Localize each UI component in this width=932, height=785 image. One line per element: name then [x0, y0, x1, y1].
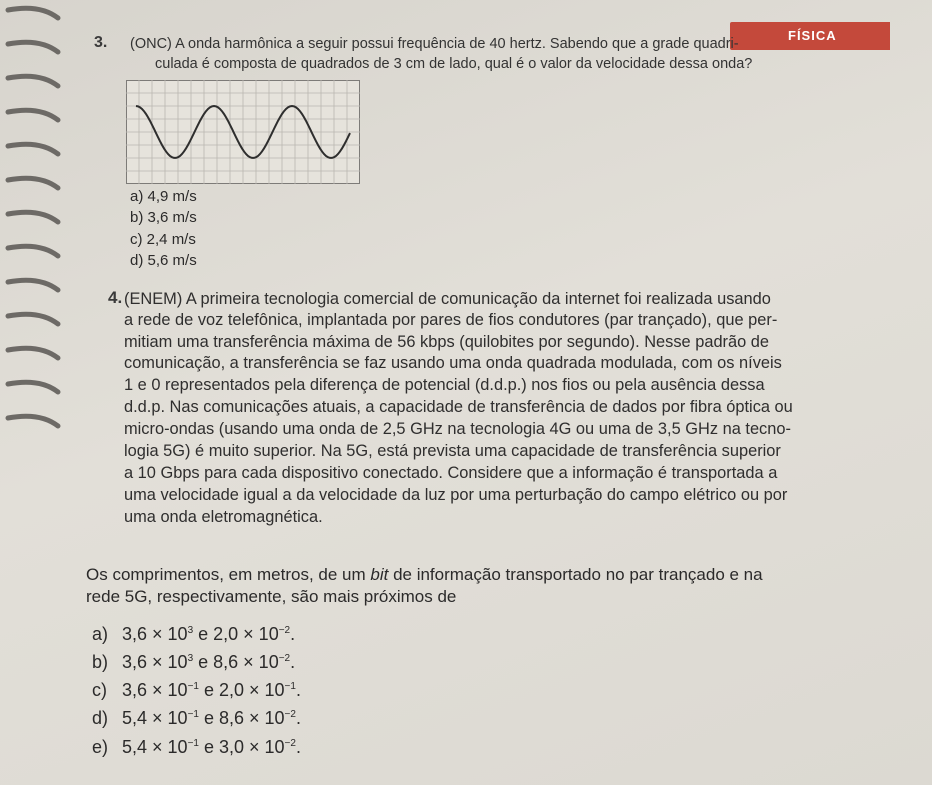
question-4-text-line-2: a rede de voz telefônica, implantada por pares de fios condutores (par trançado), que per- — [124, 311, 778, 329]
question-4-stem-line-1: Os comprimentos, em metros, de um bit de informação transportado no par trançado e na — [86, 565, 763, 584]
question-4-text-line-1: (ENEM) A primeira tecnologia comercial de comunicação da internet foi realizada usando — [124, 290, 771, 308]
question-4-option-e[interactable]: e) $5,4 \times 10^{-1}$ e $3,0 \times 10^{-2}$. — [92, 737, 301, 757]
question-4-number: 4. — [108, 288, 123, 307]
question-4-option-d[interactable]: d) $5,4 \times 10^{-1}$ e $8,6 \times 10^{-2}$. — [92, 708, 301, 728]
question-4-text-line-9: a 10 Gbps para cada dispositivo conectado. Considere que a informação é transportada a — [124, 464, 778, 482]
question-3-option-d[interactable]: d) 5,6 m/s — [130, 252, 197, 269]
question-4-text-line-5: 1 e 0 representados pela diferença de potencial (d.d.p.) nos fios ou pela ausência dessa — [124, 376, 765, 394]
question-4-text-line-10: uma velocidade igual a da velocidade da luz por uma perturbação do campo elétrico ou por — [124, 486, 788, 504]
wave-grid-figure — [126, 80, 360, 184]
question-4-option-a[interactable]: a) $3,6 \times 10^3$ e $2,0 \times 10^{-2}$. — [92, 624, 296, 644]
question-4-text-line-3: mitiam uma transferência máxima de 56 kbps (quilobites por segundo). Nesse padrão de — [124, 333, 770, 351]
question-3-text-line-1: (ONC) A onda harmônica a seguir possui frequência de 40 hertz. Sabendo que a grade quadri- — [130, 36, 739, 52]
question-3-text-line-2: culada é composta de quadrados de 3 cm de lado, qual é o valor da velocidade dessa onda? — [155, 56, 753, 72]
question-3-option-a[interactable]: a) 4,9 m/s — [130, 188, 197, 205]
question-4-option-b[interactable]: b) $3,6 \times 10^3$ e $8,6 \times 10^{-2}$. — [92, 652, 296, 672]
question-3-number: 3. — [94, 34, 108, 51]
question-4-option-c[interactable]: c) $3,6 \times 10^{-1}$ e $2,0 \times 10^{-1}$. — [92, 680, 301, 700]
spiral-binding — [0, 0, 70, 785]
question-4-text-line-4: comunicação, a transferência se faz usando uma onda quadrada modulada, com os níveis — [124, 354, 782, 372]
subject-tab: FÍSICA — [730, 22, 890, 50]
question-3-option-b[interactable]: b) 3,6 m/s — [130, 209, 197, 226]
question-4-text-line-6: d.d.p. Nas comunicações atuais, a capacidade de transferência de dados por fibra óptica ou — [124, 398, 793, 416]
question-4-stem-line-2: rede 5G, respectivamente, são mais próximos de — [86, 587, 457, 606]
question-3-option-c[interactable]: c) 2,4 m/s — [130, 231, 196, 248]
question-4-text-line-8: logia 5G) é muito superior. Na 5G, está prevista uma capacidade de transferência superior — [124, 442, 781, 460]
question-4-text-line-7: micro-ondas (usando uma onda de 2,5 GHz na tecnologia 4G ou uma de 3,5 GHz na tecno- — [124, 420, 791, 438]
question-4-text-line-11: uma onda eletromagnética. — [124, 508, 323, 526]
